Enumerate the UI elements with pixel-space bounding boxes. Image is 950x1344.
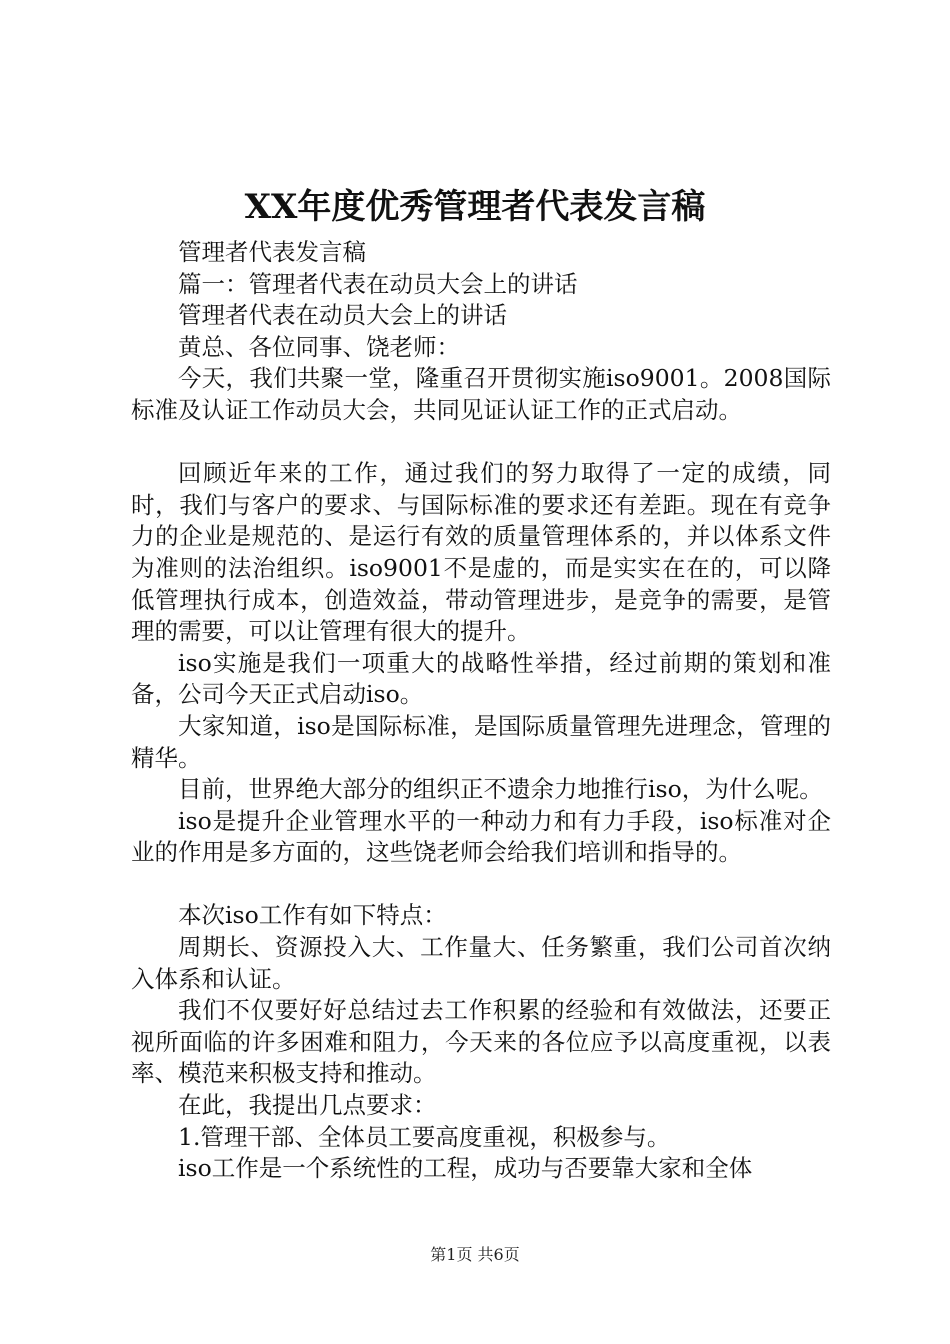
- paragraph-requirement-1: 1.管理干部、全体员工要高度重视，积极参与。: [178, 1122, 671, 1151]
- paragraph-summary: 我们不仅要好好总结过去工作积累的经验和有效做法，还要正视所面临的许多困难和阻力，今天来的各位应予以高度重视，以表率、模范来积极支持和推动。: [131, 996, 831, 1088]
- paragraph-greeting: 黄总、各位同事、饶老师：: [178, 332, 460, 361]
- paragraph-features: 周期长、资源投入大、工作量大、任务繁重，我们公司首次纳入体系和认证。: [131, 933, 831, 993]
- paragraph-iso-implementation: iso实施是我们一项重大的战略性举措，经过前期的策划和准备，公司今天正式启动iso。: [131, 648, 831, 709]
- document-title: XX年度优秀管理者代表发言稿: [244, 187, 706, 227]
- paragraph-iso-standard: 大家知道，iso是国际标准，是国际质量管理先进理念，管理的精华。: [131, 711, 831, 772]
- paragraph-opening: 今天，我们共聚一堂，隆重召开贯彻实施iso9001。2008国际标准及认证工作动员大会，共同见证认证工作的正式启动。: [131, 364, 831, 424]
- page-number-footer: 第1页 共6页: [430, 1245, 520, 1264]
- paragraph-iso-benefits: iso是提升企业管理水平的一种动力和有力手段，iso标准对企业的作用是多方面的，这些饶老师会给我们培训和指导的。: [131, 806, 831, 867]
- paragraph-speech-title: 管理者代表在动员大会上的讲话: [178, 301, 507, 330]
- paragraph-features-intro: 本次iso工作有如下特点：: [178, 901, 447, 930]
- paragraph-why-iso: 目前，世界绝大部分的组织正不遗余力地推行iso，为什么呢。: [178, 775, 823, 804]
- paragraph-system-project: iso工作是一个系统性的工程，成功与否要靠大家和全体: [178, 1154, 753, 1183]
- paragraph-section-title: 篇一：管理者代表在动员大会上的讲话: [178, 269, 578, 298]
- document-body: [131, 237, 831, 1185]
- paragraph-requirements-intro: 在此，我提出几点要求：: [178, 1091, 437, 1120]
- paragraph-review: 回顾近年来的工作，通过我们的努力取得了一定的成绩，同时，我们与客户的要求、与国际标准的要求还有差距。现在有竞争力的企业是规范的、是运行有效的质量管理体系的，并以体系文件为准则的法治组织。iso9001不是虚的，而是实实在在的，可以降低管理执行成本，创造效益，带动管理进步，是竞争的需要，是管理的需要，可以让管理有很大的提升。: [131, 459, 831, 646]
- paragraph-heading: 管理者代表发言稿: [178, 238, 366, 266]
